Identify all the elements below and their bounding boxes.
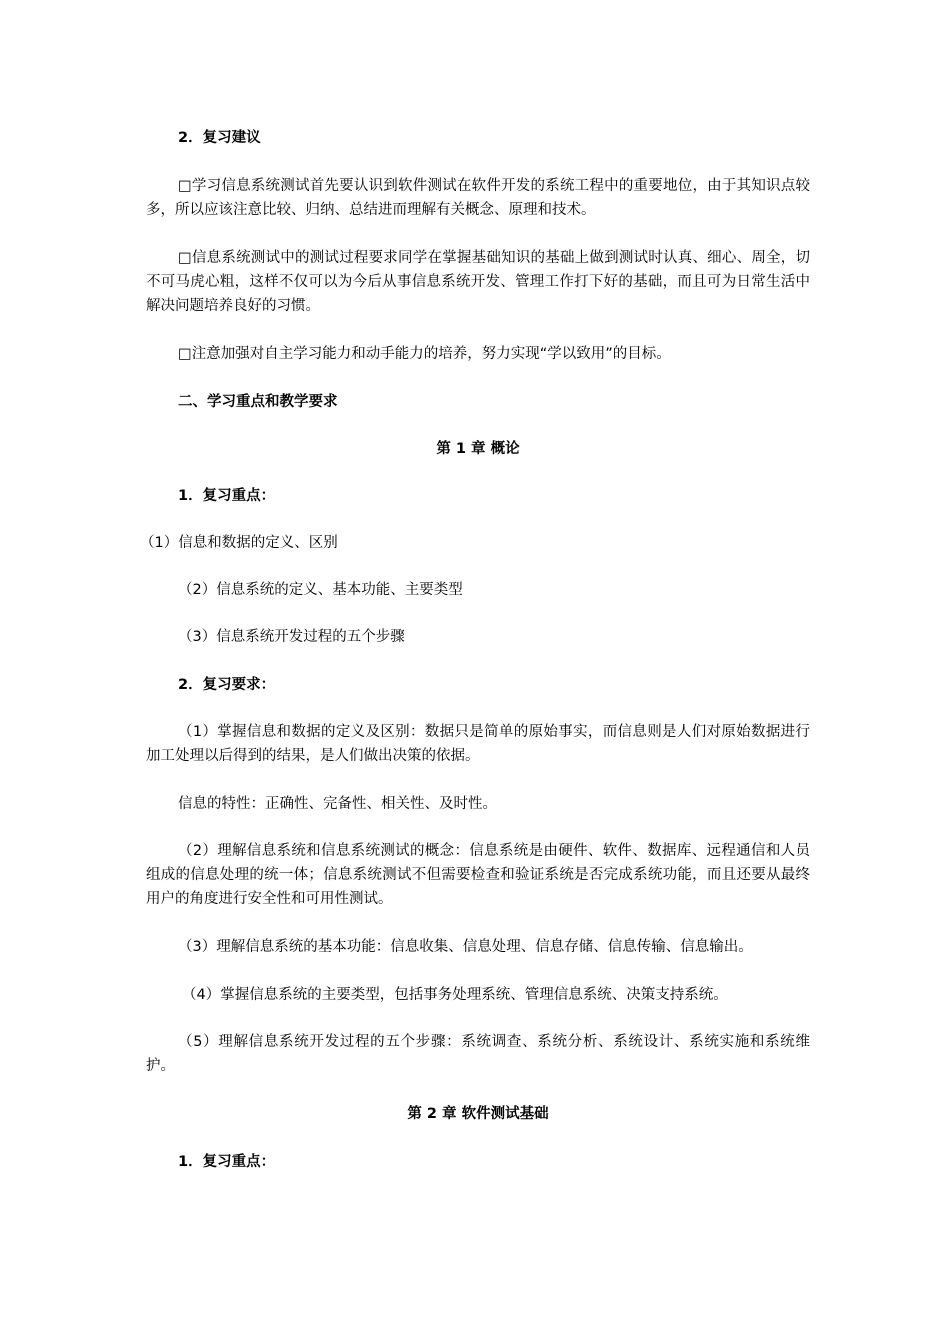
ch1-requirement-3: （3）理解信息系统的基本功能：信息收集、信息处理、信息存储、信息传输、信息输出。 [178,939,753,955]
advice-paragraph-3: □注意加强对自主学习能力和动手能力的培养，努力实现“学以致用”的目标。 [178,346,671,362]
ch1-key-point-3: （3）信息系统开发过程的五个步骤 [178,629,405,645]
ch1-requirements-heading: 2．复习要求： [178,677,276,693]
review-advice-heading: 2．复习建议 [178,130,261,146]
ch2-key-points-heading: 1．复习重点： [178,1154,276,1170]
part-two-heading: 二、学习重点和教学要求 [178,394,338,410]
ch1-requirement-1b: 信息的特性：正确性、完备性、相关性、及时性。 [178,796,497,812]
chapter-2-title: 第 2 章 软件测试基础 [407,1106,549,1122]
ch1-requirement-1: （1）掌握信息和数据的定义及区别：数据只是简单的原始事实，而信息则是人们对原始数据进行加工处理以后得到的结果，是人们做出决策的依据。 [146,724,810,764]
chapter-1-title: 第 1 章 概论 [436,441,520,457]
ch1-requirement-4: （4）掌握信息系统的主要类型，包括事务处理系统、管理信息系统、决策支持系统。 [182,987,728,1003]
ch1-requirement-2: （2）理解信息系统和信息系统测试的概念：信息系统是由硬件、软件、数据库、远程通信和人员组成的信息处理的统一体；信息系统测试不但需要检查和验证系统是否完成系统功能，而且还要从最终用户的角度进行安全性和可用性测试。 [146,843,810,907]
advice-paragraph-1: □学习信息系统测试首先要认识到软件测试在软件开发的系统工程中的重要地位，由于其知识点较多，所以应该注意比较、归纳、总结进而理解有关概念、原理和技术。 [146,178,810,218]
ch1-requirement-5: （5）理解信息系统开发过程的五个步骤：系统调查、系统分析、系统设计、系统实施和系统维护。 [146,1034,810,1074]
ch1-key-points-heading: 1．复习重点： [178,488,276,504]
ch1-key-point-1: （1）信息和数据的定义、区别 [140,535,338,551]
ch1-key-point-2: （2）信息系统的定义、基本功能、主要类型 [178,582,463,598]
advice-paragraph-2: □信息系统测试中的测试过程要求同学在掌握基础知识的基础上做到测试时认真、细心、周全，切不可马虎心粗，这样不仅可以为今后从事信息系统开发、管理工作打下好的基础，而且可为日常生活中解决问题培养良好的习惯。 [146,250,810,314]
